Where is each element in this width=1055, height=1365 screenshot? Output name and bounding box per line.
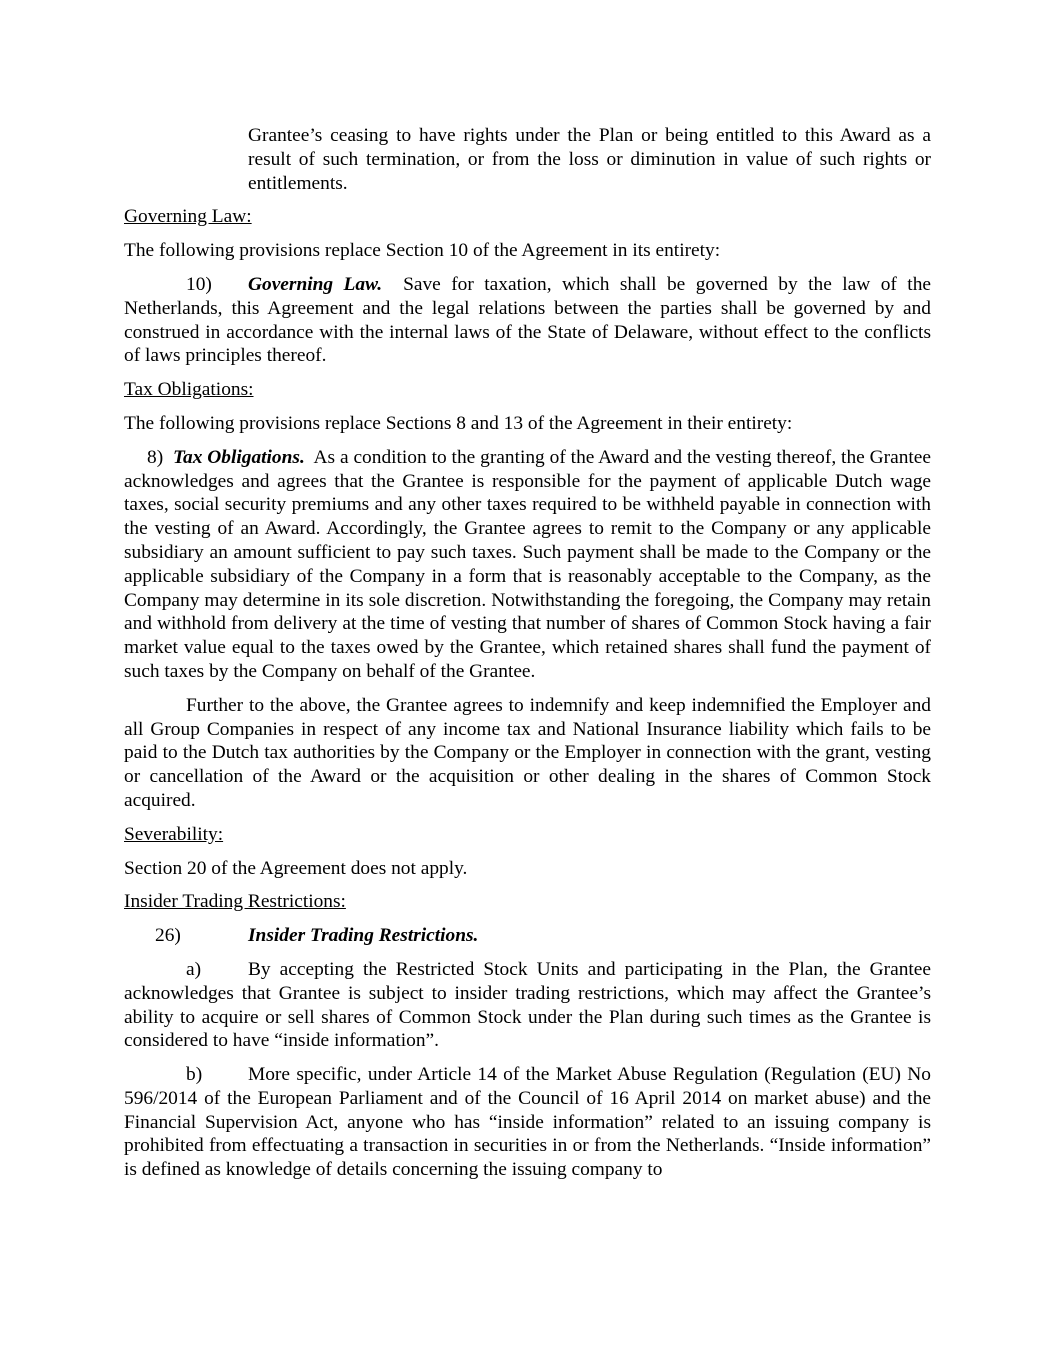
insider-trading-heading: Insider Trading Restrictions: xyxy=(124,891,346,913)
section-title: Insider Trading Restrictions. xyxy=(248,925,479,947)
clause-label: a) xyxy=(186,958,202,980)
severability-heading: Severability: xyxy=(124,823,224,845)
insider-trading-clause-b xyxy=(124,1063,931,1182)
section-number: 8) xyxy=(147,446,164,468)
clause-body: More specific, under Article 14 of the Market Abuse Regulation (Regulation (EU) No 596/2014 of the European Parliament and of the Council of 16 April 2014 on market abuse) and the Financial Supervision Act, anyone who has “inside information” related to an issuing company is prohibited from effectuating a transaction in securities in or from the Netherlands. “Inside information” is defined as knowledge of details concerning the issuing company to xyxy=(124,1064,931,1181)
section-number: 26) xyxy=(155,925,181,947)
clause-body: By accepting the Restricted Stock Units and participating in the Plan, the Grantee acknowledges that Grantee is subject to insider trading restrictions, which may affect the Grantee’s ability to acquire or sell shares of Common Stock under the Plan during such times as the Grantee is considered to have “inside information”. xyxy=(124,958,931,1052)
tax-obligations-heading: Tax Obligations: xyxy=(124,379,254,401)
section-title: Tax Obligations. xyxy=(172,446,305,468)
section-body: As a condition to the granting of the Award and the vesting thereof, the Grantee acknowledges and agrees that the Grantee is responsible for the payment of applicable Dutch wage taxes, social security premiums and any other taxes required to be withheld payable in connection with the vesting of an Award. Accordingly, the Grantee agrees to remit to the Company or any applicable subsidiary an amount sufficient to pay such taxes. Such payment shall be made to the Company or the applicable subsidiary of the Company in a form that is reasonably acceptable to the Company, as the Company may determine in its sole discretion. Notwithstanding the foregoing, the Company may retain and withhold from delivery at the time of vesting that number of shares of Common Stock having a fair market value equal to the taxes owed by the Grantee, which retained shares shall fund the payment of such taxes by the Company on behalf of the Grantee. xyxy=(124,446,931,682)
severability-body: Section 20 of the Agreement does not apply. xyxy=(124,857,468,879)
document-page xyxy=(124,124,931,1182)
clause-label: b) xyxy=(186,1064,203,1086)
tax-obligations-intro: The following provisions replace Sections 8 and 13 of the Agreement in their entirety: xyxy=(124,412,793,434)
section-title: Governing Law. xyxy=(248,273,383,295)
governing-law-intro: The following provisions replace Section 10 of the Agreement in its entirety: xyxy=(124,240,721,262)
insider-trading-section xyxy=(124,924,931,948)
insider-trading-clause-a xyxy=(124,958,931,1053)
governing-law-section xyxy=(124,273,931,368)
governing-law-heading: Governing Law: xyxy=(124,206,252,228)
section-number: 10) xyxy=(186,273,212,295)
section-body: Save for taxation, which shall be governed by the law of the Netherlands, this Agreement and the legal relations between the parties shall be governed by and construed in accordance with the internal laws of the State of Delaware, without effect to the conflicts of laws principles thereof. xyxy=(124,273,931,367)
continuation-paragraph: Grantee’s ceasing to have rights under the Plan or being entitled to this Award as a result of such termination, or from the loss or diminution in value of such rights or entitlements. xyxy=(248,125,931,194)
tax-obligations-further: Further to the above, the Grantee agrees to indemnify and keep indemnified the Employer and all Group Companies in respect of any income tax and National Insurance liability which fails to be paid to the Dutch tax authorities by the Company or the Employer in connection with the grant, vesting or cancellation of the Award or the acquisition or other dealing in the shares of Common Stock acquired. xyxy=(124,694,931,811)
tax-obligations-section xyxy=(124,446,931,684)
